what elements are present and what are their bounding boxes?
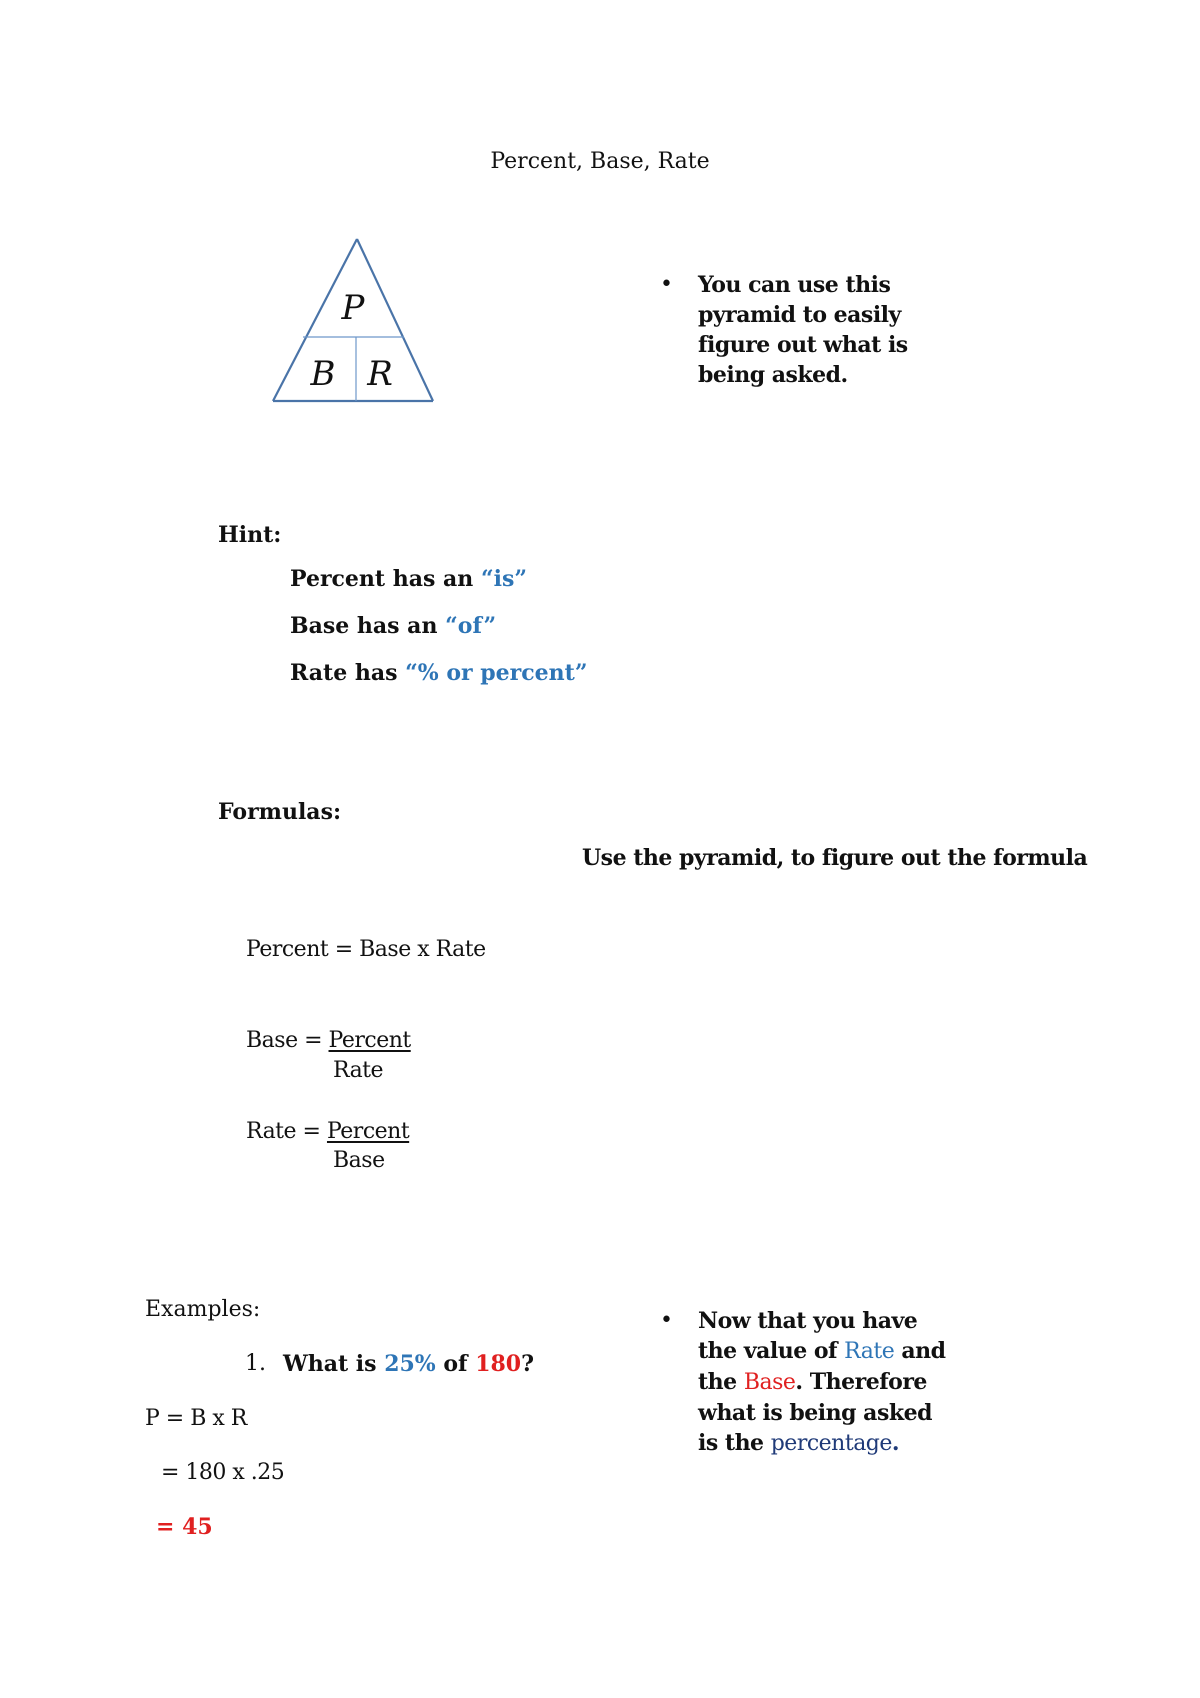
example-note-percentage: percentage <box>770 1431 892 1456</box>
example-question: What is 25% of 180? <box>283 1351 535 1377</box>
example-answer: = 45 <box>156 1514 213 1540</box>
hint-line-base: Base has an “of” <box>290 613 497 639</box>
hint-keyword-of: “of” <box>445 613 497 639</box>
base-formula-numerator: Percent <box>328 1028 411 1053</box>
hint-heading: Hint: <box>218 522 282 548</box>
pyramid-letter-p: P <box>341 288 365 328</box>
example-rate-value: 25% <box>384 1351 436 1377</box>
example-number: 1. <box>245 1351 266 1376</box>
formulas-heading: Formulas: <box>218 799 342 825</box>
hint-keyword-percent: “% or percent” <box>405 660 588 686</box>
example-step-substitution: = 180 x .25 <box>161 1460 285 1485</box>
example-note-rate: Rate <box>844 1339 895 1364</box>
pyramid-note: • You can use this pyramid to easily figure out what is being asked. <box>660 270 950 390</box>
pyramid-letter-r: R <box>367 354 393 394</box>
rate-formula-numerator: Percent <box>326 1119 410 1144</box>
pyramid-note-list <box>660 270 950 390</box>
hint-line-percent: Percent has an “is” <box>290 566 528 592</box>
example-note-list <box>660 1306 950 1459</box>
percent-formula: Percent = Base x Rate <box>246 937 486 962</box>
example-step-formula: P = B x R <box>145 1406 247 1431</box>
examples-heading: Examples: <box>145 1297 261 1322</box>
base-formula: Base = Percent <box>246 1028 411 1053</box>
pbr-pyramid <box>270 230 450 410</box>
hint-keyword-is: “is” <box>480 566 528 592</box>
rate-formula: Rate = Percent <box>246 1119 410 1144</box>
example-note-base: Base <box>743 1370 796 1395</box>
rate-formula-denominator: Base <box>333 1148 385 1173</box>
page-title: Percent, Base, Rate <box>490 149 710 174</box>
example-base-value: 180 <box>475 1351 522 1377</box>
formulas-instruction: Use the pyramid, to figure out the formula <box>582 845 1088 871</box>
hint-line-rate: Rate has “% or percent” <box>290 660 588 686</box>
example-note: • Now that you have the value of Rate and the Base. Therefore what is being asked is the percentage. <box>660 1306 950 1459</box>
pyramid-letter-b: B <box>310 354 336 394</box>
base-formula-denominator: Rate <box>333 1058 384 1083</box>
